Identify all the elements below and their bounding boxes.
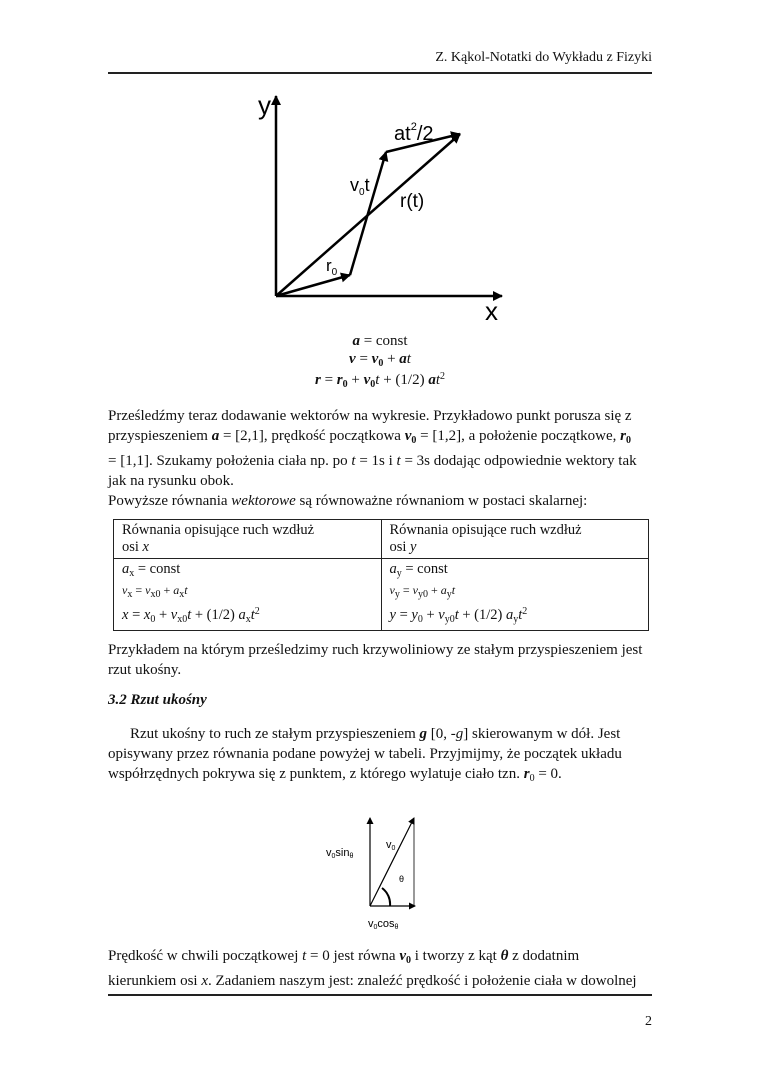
v0-vector (370, 818, 414, 906)
table-header-row (114, 520, 649, 559)
v0-label: v0 (386, 839, 396, 852)
vcos-label: v0cosθ (368, 918, 399, 931)
section-heading: 3.2 Rzut ukośny (108, 692, 207, 708)
paragraph-projectile-intro: Rzut ukośny to ruch ze stałym przyspieszeniem g [0, -g] skierowanym w dół. Jest opisywany przez równania podane powyżej w tabeli. Przyjmijmy, że początek układu współrzędnych pokrywa się z punktem, z którego wylatuje ciało tzn. $r_0 = 0$. (108, 726, 622, 784)
r0-label: $r_0$ (326, 256, 338, 278)
table-row (114, 559, 649, 631)
header-rule (108, 72, 652, 74)
paragraph-curvilinear: Przykładem na którym prześledzimy ruch krzywoliniowy ze stałym przyspieszeniem jest rzut ukośny. (108, 642, 643, 678)
paragraph-vector-addition: Prześledźmy teraz dodawanie wektorów na wykresie. Przykładowo punkt porusza się z przyspieszeniem a = [2,1], prędkość początkowa $v_0 = [1,2]$, a położenie początkowe, $r_0$ = [1,1]. Szukamy położenia ciała np. po t = 1s i t = 3s dodając odpowiednie wektory tak jak na rysunku obok. Powyższe równania wektorowe są równoważne równaniom w postaci skalarnej: (108, 408, 637, 509)
at2-label: $at^2/2$ (394, 121, 434, 145)
x-axis-label: x (485, 296, 498, 326)
equation-velocity: $v = v_0$ + at (349, 351, 411, 369)
running-header: Z. Kąkol-Notatki do Wykładu z Fizyki (435, 50, 652, 65)
table-header-x: Równania opisujące ruch wzdłuż osi x (114, 520, 382, 559)
vsin-label: v0sinθ (326, 847, 354, 860)
theta-label: θ (399, 874, 405, 884)
paragraph-initial-velocity: Prędkość w chwili początkowej t = 0 jest równa $v_0$ i tworzy z kąt θ z dodatnim kierunkiem osi x. Zadaniem naszym jest: znaleźć prędkość i położenie ciała w dowolnej (108, 948, 637, 989)
page-number: 2 (645, 1014, 652, 1029)
footer-rule (108, 994, 652, 996)
y-axis-label: y (258, 90, 271, 120)
table-header-y: Równania opisujące ruch wzdłuż osi y (381, 520, 649, 559)
v0t-label: $v_0t$ (350, 175, 370, 198)
table-cell-x-equations: $a_x$ = const $v_x = v_{x0} + a_xt$ $x = x_0 + v_{x0}t + (1/2)$ $a_xt^2$ (114, 559, 382, 631)
velocity-decomposition-figure (320, 810, 440, 935)
scalar-equations-table (113, 519, 649, 631)
vector-addition-figure (240, 88, 520, 328)
equation-position: $r = r_0 + v_0t + (1/2)$ $at^2$ (314, 371, 445, 390)
table-cell-y-equations: $a_y$ = const $v_y = v_{y0} + a_yt$ $y = y_0 + v_{y0}t + (1/2)$ $a_yt^2$ (381, 559, 649, 631)
angle-arc (382, 888, 390, 906)
rt-vector (276, 134, 460, 296)
equation-a-const: a = const (352, 333, 408, 349)
rt-label: r(t) (400, 191, 425, 212)
